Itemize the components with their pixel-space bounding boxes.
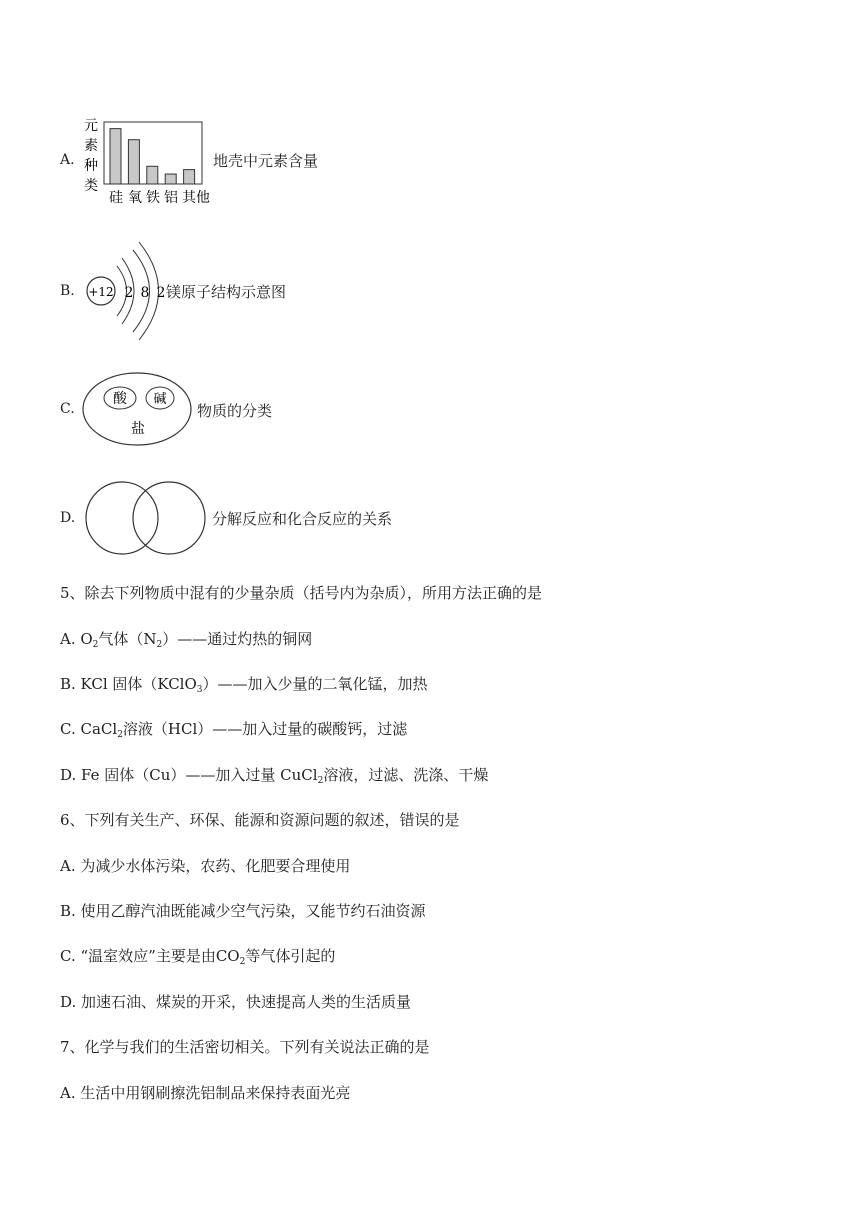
- option-b-caption: 镁原子结构示意图: [166, 283, 287, 301]
- question-6-stem: 6、下列有关生产、环保、能源和资源问题的叙述，错误的是: [60, 811, 460, 829]
- shell-2-count: 8: [140, 285, 150, 301]
- question-7-option-a: A. 生活中用钢刷擦洗铝制品来保持表面光亮: [60, 1084, 351, 1102]
- bar-4: [184, 170, 195, 184]
- acid-label: 酸: [113, 391, 127, 407]
- combination-circle: [133, 482, 205, 554]
- option-a-label: A.: [60, 152, 75, 168]
- chart-ylabel: [84, 118, 98, 194]
- reaction-venn-diagram: [84, 480, 209, 558]
- y-label-char: 种: [84, 158, 98, 174]
- x-tick-label: 硅: [109, 190, 123, 206]
- x-tick-label: 其他: [182, 190, 210, 206]
- element-content-bar-chart: [80, 114, 210, 209]
- y-label-char: 类: [84, 178, 98, 194]
- bar-0: [110, 129, 121, 184]
- x-tick-label: 铁: [146, 190, 160, 206]
- question-5-option-a: A. $O_2$气体$(N_2)——$通过灼热的铜网: [60, 630, 313, 650]
- question-5-option-b: B. KCl 固体（KClO$_3$）——加入少量的二氧化锰，加热: [60, 675, 428, 695]
- bar-1: [128, 140, 139, 184]
- option-d-caption: 分解反应和化合反应的关系: [212, 510, 393, 528]
- question-5-option-c: C. CaCl$_2$溶液（HCl）——加入过量的碳酸钙，过滤: [60, 720, 408, 740]
- substance-classification-diagram: [80, 370, 200, 450]
- base-label: 碱: [153, 392, 167, 407]
- y-label-char: 元: [84, 118, 98, 134]
- shell-3-count: 2: [156, 285, 166, 301]
- chart-bars: [110, 129, 195, 184]
- question-6-option-b: B. 使用乙醇汽油既能减少空气污染，又能节约石油资源: [60, 902, 426, 920]
- x-tick-label: 氧: [128, 190, 142, 206]
- salt-label: 盐: [131, 421, 145, 437]
- x-tick-label: 铝: [164, 190, 178, 206]
- bar-3: [165, 174, 176, 184]
- option-d-label: D.: [60, 510, 76, 526]
- question-5-option-d: D. Fe 固体（Cu）——加入过量 CuCl$_2$溶液，过滤、洗涤、干燥: [60, 766, 489, 786]
- question-6-option-c: C. “温室效应”主要是由$CO_2$等气体引起的: [60, 947, 336, 967]
- nucleus-charge: +12: [88, 285, 114, 299]
- option-c-caption: 物质的分类: [197, 402, 273, 420]
- chart-x-ticks: [109, 189, 210, 206]
- question-5-stem: 5、除去下列物质中混有的少量杂质（括号内为杂质），所用方法正确的是: [60, 584, 543, 602]
- y-label-char: 素: [84, 138, 98, 154]
- shell-1-count: 2: [124, 285, 134, 301]
- decomposition-circle: [86, 482, 158, 554]
- option-b-label: B.: [60, 283, 75, 299]
- question-6-option-a: A. 为减少水体污染，农药、化肥要合理使用: [60, 857, 351, 875]
- option-a-caption: 地壳中元素含量: [213, 152, 319, 170]
- bar-2: [147, 166, 158, 184]
- question-6-option-d: D. 加速石油、煤炭的开采，快速提高人类的生活质量: [60, 993, 412, 1011]
- option-c-label: C.: [60, 401, 75, 417]
- question-7-stem: 7、化学与我们的生活密切相关。下列有关说法正确的是: [60, 1038, 430, 1056]
